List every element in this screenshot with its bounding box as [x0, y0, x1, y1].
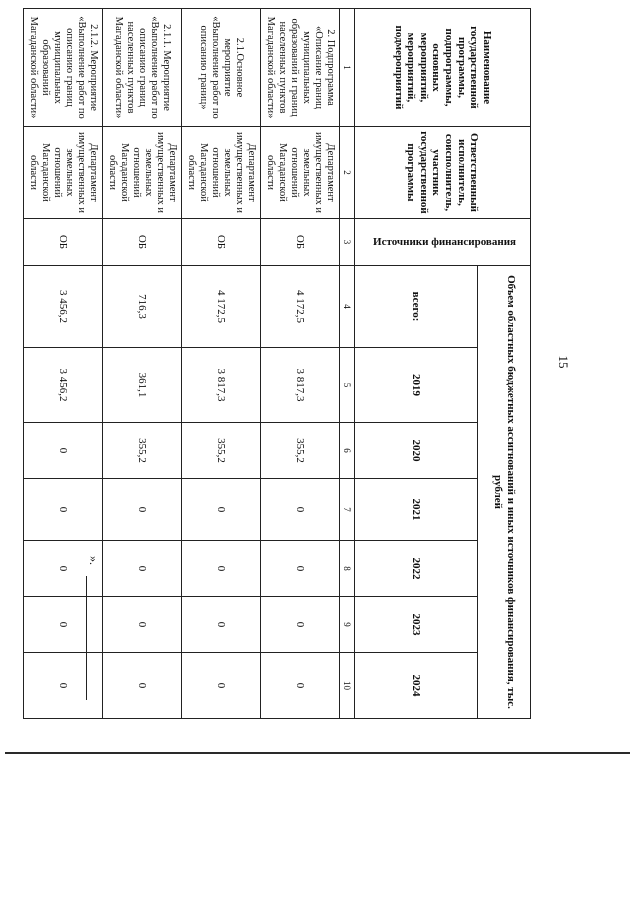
row-2021: 0 — [103, 479, 182, 541]
rotated-sheet — [27, 8, 571, 718]
header-executor: Ответственный исполнитель, соисполнитель, участник государственной программы — [355, 127, 531, 219]
column-number: 1 — [340, 9, 355, 127]
row-name: 2. Подпрограмма «Описание границ муниципальных образований и границ населенных пунктов Магаданской области» — [261, 9, 340, 127]
column-number: 9 — [340, 597, 355, 653]
header-year-2021: 2021 — [355, 479, 478, 541]
column-number: 8 — [340, 541, 355, 597]
column-number: 10 — [340, 653, 355, 719]
row-2022: 0 — [24, 541, 103, 597]
closing-quote-mark: ». — [87, 556, 101, 565]
header-year-2023: 2023 — [355, 597, 478, 653]
header-total: всего: — [355, 266, 478, 348]
row-2019: 3 456,2 — [24, 348, 103, 423]
row-source: ОБ — [261, 219, 340, 266]
row-source: ОБ — [24, 219, 103, 266]
row-executor: Департамент имущественных и земельных отношений Магаданской области — [103, 127, 182, 219]
row-2021: 0 — [182, 479, 261, 541]
row-source: ОБ — [182, 219, 261, 266]
row-2022: 0 — [261, 541, 340, 597]
table-row — [24, 9, 103, 719]
column-number: 7 — [340, 479, 355, 541]
header-source — [355, 219, 531, 266]
row-2021: 0 — [24, 479, 103, 541]
row-2020: 355,2 — [261, 423, 340, 479]
row-total: 3 456,2 — [24, 266, 103, 348]
column-number-row — [340, 9, 355, 719]
header-year-2020: 2020 — [355, 423, 478, 479]
column-number: 2 — [340, 127, 355, 219]
row-2023: 0 — [261, 597, 340, 653]
column-number: 4 — [340, 266, 355, 348]
row-2020: 0 — [24, 423, 103, 479]
row-2023: 0 — [103, 597, 182, 653]
row-2023: 0 — [182, 597, 261, 653]
row-2020: 355,2 — [103, 423, 182, 479]
row-total: 4 172,5 — [261, 266, 340, 348]
budget-table — [23, 8, 531, 719]
row-2023: 0 — [24, 597, 103, 653]
row-2024: 0 — [103, 653, 182, 719]
row-2024: 0 — [261, 653, 340, 719]
row-name: 2.1.1. Мероприятие «Выполнение работ по описанию границ населенных пунктов Магаданской области» — [103, 9, 182, 127]
row-name: 2.1.Основное мероприятие «Выполнение работ по описанию границ» — [182, 9, 261, 127]
row-2022: 0 — [182, 541, 261, 597]
header-year-2019: 2019 — [355, 348, 478, 423]
row-executor: Департамент имущественных и земельных отношений Магаданской области — [261, 127, 340, 219]
closing-underline — [86, 576, 87, 700]
header-name: Наименование государственной программы, подпрограммы, основных мероприятий, мероприятий, подмероприятий — [355, 9, 531, 127]
row-2024: 0 — [24, 653, 103, 719]
column-number: 6 — [340, 423, 355, 479]
page-number: 15 — [556, 355, 571, 369]
column-number: 5 — [340, 348, 355, 423]
table-row — [103, 9, 182, 719]
header-row-top — [478, 9, 531, 719]
row-2020: 355,2 — [182, 423, 261, 479]
row-2019: 361,1 — [103, 348, 182, 423]
header-year-2024: 2024 — [355, 653, 478, 719]
table-row — [182, 9, 261, 719]
header-volume: Объем областных бюджетных ассигнований и иных источников финансирования, тыс. рублей — [478, 266, 531, 719]
row-executor: Департамент имущественных и земельных отношений Магаданской области — [182, 127, 261, 219]
column-number: 3 — [340, 219, 355, 266]
row-2019: 3 817,3 — [261, 348, 340, 423]
header-source-label: Источники финансирования — [372, 235, 516, 248]
row-total: 716,3 — [103, 266, 182, 348]
row-2021: 0 — [261, 479, 340, 541]
header-year-2022: 2022 — [355, 541, 478, 597]
page-divider-line — [5, 752, 630, 754]
table-row — [261, 9, 340, 719]
row-2019: 3 817,3 — [182, 348, 261, 423]
row-name: 2.1.2. Мероприятие «Выполнение работ по описанию границ муниципальных образований Магаданской области» — [24, 9, 103, 127]
row-2024: 0 — [182, 653, 261, 719]
row-executor: Департамент имущественных и земельных отношений Магаданской области — [24, 127, 103, 219]
row-total: 4 172,5 — [182, 266, 261, 348]
row-source: ОБ — [103, 219, 182, 266]
row-2022: 0 — [103, 541, 182, 597]
